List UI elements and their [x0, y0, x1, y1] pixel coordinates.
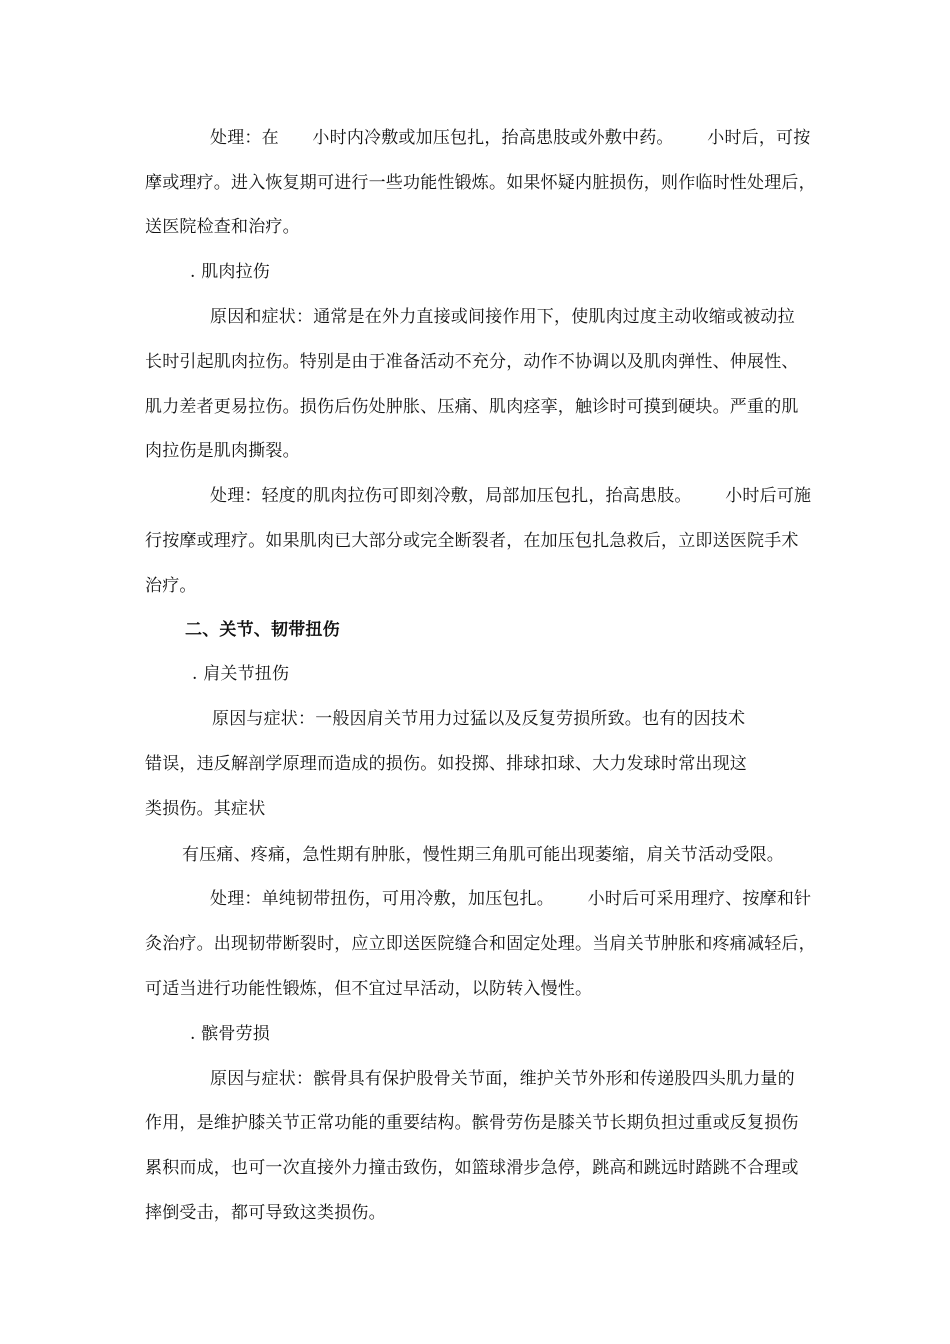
- paragraph-line: 处理：轻度的肌肉拉伤可即刻冷敷，局部加压包扎，抬高患肢。 小时后可施: [210, 486, 812, 506]
- section-heading: . 肩关节扭伤: [192, 664, 290, 684]
- paragraph-line: 摔倒受击，都可导致这类损伤。: [145, 1203, 386, 1223]
- paragraph-line: 灸治疗。出现韧带断裂时，应立即送医院缝合和固定处理。当肩关节肿胀和疼痛减轻后，: [145, 934, 816, 954]
- paragraph-line: 错误，违反解剖学原理而造成的损伤。如投掷、排球扣球、大力发球时常出现这: [145, 754, 747, 774]
- paragraph-line: 处理：在 小时内冷敷或加压包扎，抬高患肢或外敷中药。 小时后，可按: [210, 128, 811, 148]
- paragraph-line: 肉拉伤是肌肉撕裂。: [145, 441, 300, 461]
- paragraph-line: 作用，是维护膝关节正常功能的重要结构。髌骨劳伤是膝关节长期负担过重或反复损伤: [145, 1113, 799, 1133]
- paragraph-line: 肌力差者更易拉伤。损伤后伤处肿胀、压痛、肌肉痉挛，触诊时可摸到硬块。严重的肌: [145, 397, 799, 417]
- paragraph-line: 累积而成，也可一次直接外力撞击致伤，如篮球滑步急停，跳高和跳远时踏跳不合理或: [145, 1158, 799, 1178]
- section-heading: . 髌骨劳损: [190, 1024, 271, 1044]
- paragraph-line: 摩或理疗。进入恢复期可进行一些功能性锻炼。如果怀疑内脏损伤，则作临时性处理后，: [145, 173, 816, 193]
- paragraph-line: 类损伤。其症状: [145, 799, 266, 819]
- paragraph-line: 有压痛、疼痛，急性期有肿胀，慢性期三角肌可能出现萎缩，肩关节活动受限。: [182, 845, 784, 865]
- chapter-heading: 二、关节、韧带扭伤: [185, 620, 340, 640]
- section-heading: . 肌肉拉伤: [190, 262, 271, 282]
- paragraph-line: 治疗。: [145, 576, 197, 596]
- paragraph-line: 处理：单纯韧带扭伤，可用冷敷，加压包扎。 小时后可采用理疗、按摩和针: [210, 889, 812, 909]
- paragraph-line: 可适当进行功能性锻炼，但不宜过早活动，以防转入慢性。: [145, 979, 593, 999]
- paragraph-line: 原因与症状：髌骨具有保护股骨关节面，维护关节外形和传递股四头肌力量的: [210, 1069, 795, 1089]
- paragraph-line: 原因与症状：一般因肩关节用力过猛以及反复劳损所致。也有的因技术: [212, 709, 746, 729]
- paragraph-line: 原因和症状：通常是在外力直接或间接作用下，使肌肉过度主动收缩或被动拉: [210, 307, 795, 327]
- paragraph-line: 送医院检查和治疗。: [145, 217, 300, 237]
- paragraph-line: 行按摩或理疗。如果肌肉已大部分或完全断裂者，在加压包扎急救后，立即送医院手术: [145, 531, 799, 551]
- paragraph-line: 长时引起肌肉拉伤。特别是由于准备活动不充分，动作不协调以及肌肉弹性、伸展性、: [145, 352, 799, 372]
